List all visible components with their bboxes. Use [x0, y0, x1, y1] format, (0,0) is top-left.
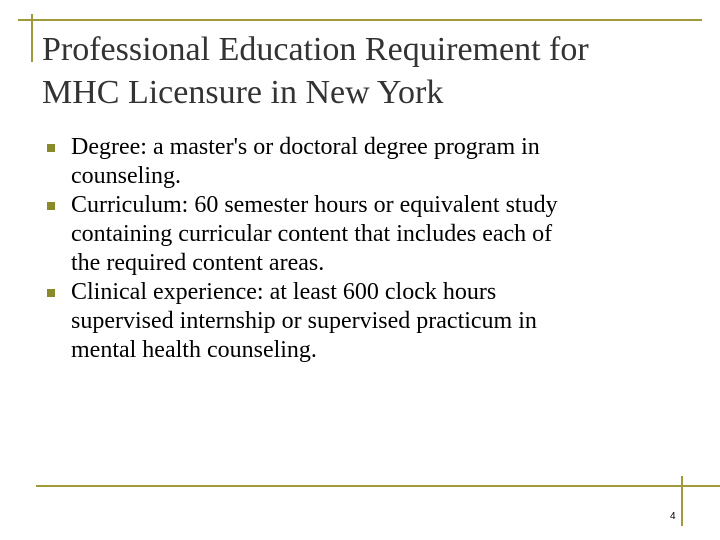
title-line-2: MHC Licensure in New York — [42, 74, 444, 111]
title-line-1: Professional Education Requirement for — [42, 31, 589, 68]
top-vertical-rule — [31, 14, 33, 62]
slide-title — [42, 28, 692, 114]
bullet-text-line: Clinical experience: at least 600 clock hours — [71, 279, 497, 305]
bottom-vertical-rule — [681, 476, 683, 526]
bullet-text-line: supervised internship or supervised practicum in — [71, 308, 537, 334]
bullet-text-line: Degree: a master's or doctoral degree program in — [71, 134, 540, 160]
bullet-list — [45, 133, 695, 365]
bullet-text-line: containing curricular content that includes each of — [71, 221, 553, 247]
bullet-item-clinical-experience — [45, 278, 695, 365]
bullet-square-icon — [47, 202, 55, 210]
page-number: 4 — [670, 511, 676, 522]
bullet-item-curriculum — [45, 191, 695, 278]
bullet-square-icon — [47, 289, 55, 297]
bullet-text-line: mental health counseling. — [71, 337, 317, 363]
bottom-horizontal-rule — [36, 485, 720, 487]
bullet-text-line: the required content areas. — [71, 250, 325, 276]
bullet-text-line: Curriculum: 60 semester hours or equivalent study — [71, 192, 558, 218]
bullet-text-line: counseling. — [71, 163, 181, 189]
top-horizontal-rule — [18, 19, 702, 21]
bullet-square-icon — [47, 144, 55, 152]
bullet-item-degree — [45, 133, 695, 191]
